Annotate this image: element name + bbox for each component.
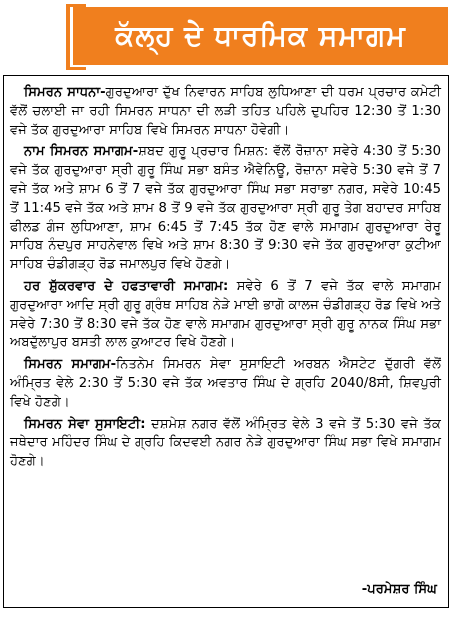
- event-item: [10, 416, 441, 472]
- event-text: ਗੁਰਦੁਆਰਾ ਦੁੱਖ ਨਿਵਾਰਨ ਸਾਹਿਬ ਲੁਧਿਆਣਾ ਦੀ ਧਰਮ ਪ੍ਰਚਾਰ ਕਮੇਟੀ ਵੱਲੋਂ ਚਲਾਈ ਜਾ ਰਹੀ ਸਿਮਰਨ ਸਾਧਨਾ ਦੀ ਲੜੀ ਤਹਿਤ ਪਹਿਲੇ ਦੁਪਹਿਰ 12:30 ਤੋਂ 1:30 ਵਜੇ ਤੱਕ ਗੁਰਦੁਆਰਾ ਸਾਹਿਬ ਵਿਖੇ ਸਿਮਰਨ ਸਾਧਨਾ ਹੋਵੇਗੀ।: [10, 85, 441, 138]
- event-text: ਦਸ਼ਮੇਸ਼ ਨਗਰ ਵੱਲੋਂ ਅੰਮ੍ਰਿਤ ਵੇਲੇ 3 ਵਜੇ ਤੋਂ 5:30 ਵਜੇ ਤੱਕ ਜਥੇਦਾਰ ਮਹਿੰਦਰ ਸਿੰਘ ਦੇ ਗ੍ਰਹਿ ਕਿਦਵਈ ਨਗਰ ਨੇੜੇ ਗੁਰਦੁਆਰਾ ਸਿੰਘ ਸਭਾ ਵਿਖੇ ਸਮਾਗਮ ਹੋਣਗੇ।: [10, 416, 441, 470]
- event-heading: ਹਰ ਸ਼ੁੱਕਰਵਾਰ ਦੇ ਹਫਤਾਵਾਰੀ ਸਮਾਗਮ:: [24, 278, 229, 294]
- event-text: ਸ਼ਬਦ ਗੁਰੂ ਪ੍ਰਚਾਰ ਮਿਸ਼ਨ: ਵੱਲੋਂ ਰੋਜ਼ਾਨਾ ਸਵੇਰੇ 4:30 ਤੋਂ 5:30 ਵਜੇ ਤੱਕ ਗੁਰਦੁਆਰਾ ਸ੍ਰੀ ਗੁਰੂ ਸਿੰਘ ਸਭਾ ਬਸੰਤ ਐਵੇਨਿਊ, ਰੋਜ਼ਾਨਾ ਸਵੇਰੇ 5:30 ਵਜੇ ਤੋਂ 7 ਵਜੇ ਤੱਕ ਅਤੇ ਸ਼ਾਮ 6 ਤੋਂ 7 ਵਜੇ ਤੱਕ ਗੁਰਦੁਆਰਾ ਸਿੰਘ ਸਭਾ ਸਰਾਭਾ ਨਗਰ, ਸਵੇਰੇ 10:45 ਤੋਂ 11:45 ਵਜੇ ਤੱਕ ਅਤੇ ਸ਼ਾਮ 8 ਤੋਂ 9 ਵਜੇ ਤੱਕ ਗੁਰਦੁਆਰਾ ਸ੍ਰੀ ਗੁਰੂ ਤੇਗ ਬਹਾਦਰ ਸਾਹਿਬ ਫੀਲਡ ਗੰਜ ਲੁਧਿਆਣਾ, ਸ਼ਾਮ 6:45 ਤੋਂ 7:45 ਤੱਕ ਹੋਣ ਵਾਲੇ ਸਮਾਗਮ ਗੁਰਦੁਆਰਾ ਰੇਰੂ ਸਾਹਿਬ ਨੰਦਪੁਰ ਸਾਹਨੇਵਾਲ ਵਿਖੇ ਅਤੇ ਸ਼ਾਮ 8:30 ਤੋਂ 9:30 ਵਜੇ ਤੱਕ ਗੁਰਦੁਆਰਾ ਕੁਟੀਆ ਸਾਹਿਬ ਚੰਡੀਗੜ੍ਹ ਰੋਡ ਜਮਾਲਪੁਰ ਵਿਖੇ ਹੋਣਗੇ।: [10, 144, 441, 273]
- event-item: [10, 278, 441, 353]
- event-heading: ਸਿਮਰਨ ਸਮਾਗਮ-: [24, 357, 117, 373]
- event-text: ਸਵੇਰੇ 6 ਤੋਂ 7 ਵਜੇ ਤੱਕ ਵਾਲੇ ਸਮਾਗਮ ਗੁਰਦੁਆਰਾ ਆਦਿ ਸ੍ਰੀ ਗੁਰੂ ਗ੍ਰੰਥ ਸਾਹਿਬ ਨੇੜੇ ਮਾਈ ਭਾਗੋ ਕਾਲਜ ਚੰਡੀਗੜ੍ਹ ਰੋਡ ਵਿਖੇ ਅਤੇ ਸਵੇਰੇ 7:30 ਤੋਂ 8:30 ਵਜੇ ਤੱਕ ਹੋਣ ਵਾਲੇ ਸਮਾਗਮ ਗੁਰਦੁਆਰਾ ਸ੍ਰੀ ਗੁਰੂ ਨਾਨਕ ਸਿੰਘ ਸਭਾ ਅਬਦੁੱਲਾਪੁਰ ਬਸਤੀ ਲਾਲ ਕੁਆਟਰ ਵਿਖੇ ਹੋਣਗੇ।: [10, 278, 441, 351]
- event-item: [10, 143, 441, 275]
- event-heading: ਸਿਮਰਨ ਸਾਧਨਾ-: [24, 85, 106, 100]
- page-title: ਕੱਲ੍ਹ ਦੇ ਧਾਰਮਿਕ ਸਮਾਗਮ: [115, 19, 406, 52]
- title-banner: [73, 7, 448, 65]
- event-heading: ਨਾਮ ਸਿਮਰਨ ਸਮਾਗਮ-: [24, 144, 139, 160]
- event-item: [10, 84, 441, 140]
- author-signature: -ਪਰਮੇਸ਼ਰ ਸਿੰਘ: [361, 582, 437, 597]
- article-body: [10, 84, 441, 475]
- event-text: ਨਿਤਨੇਮ ਸਿਮਰਨ ਸੇਵਾ ਸੁਸਾਇਟੀ ਅਰਬਨ ਐਸਟੇਟ ਦੁੱਗਰੀ ਵੱਲੋਂ ਅੰਮ੍ਰਿਤ ਵੇਲੇ 2:30 ਤੋਂ 5:30 ਵਜੇ ਤੱਕ ਅਵਤਾਰ ਸਿੰਘ ਦੇ ਗ੍ਰਹਿ 2040/8ਸੀ, ਸ਼ਿਵਪੁਰੀ ਵਿਖੇ ਹੋਣਗੇ।: [10, 357, 441, 410]
- event-item: [10, 356, 441, 412]
- event-heading: ਸਿਮਰਨ ਸੇਵਾ ਸੁਸਾਇਟੀ:: [24, 416, 146, 432]
